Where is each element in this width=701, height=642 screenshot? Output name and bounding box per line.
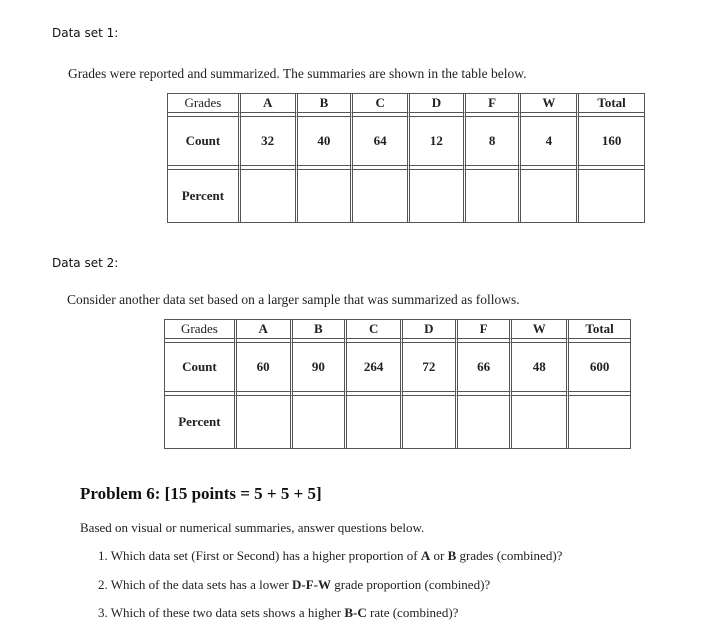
count-d: 72 [403, 343, 458, 392]
percent-row-label: Percent [165, 396, 237, 448]
grades-header: Grades [165, 320, 237, 339]
question-number: 1. [98, 548, 108, 563]
grade-w-header: W [512, 320, 569, 339]
question-3 [98, 605, 458, 621]
count-row-label: Count [168, 117, 241, 166]
question-2 [98, 577, 490, 593]
percent-f-cell[interactable] [458, 396, 513, 448]
percent-w-cell[interactable] [521, 170, 579, 222]
data-set-2-table [164, 319, 631, 449]
grade-f-header: F [466, 94, 522, 113]
percent-w-cell[interactable] [512, 396, 569, 448]
question-bold: B [447, 548, 457, 563]
count-total: 160 [579, 117, 644, 166]
problem-title: Problem 6: [15 points = 5 + 5 + 5] [80, 484, 322, 503]
percent-row-label: Percent [168, 170, 241, 222]
question-bold: B-C [344, 605, 367, 620]
count-row-label: Count [165, 343, 237, 392]
count-c: 264 [347, 343, 403, 392]
count-total: 600 [569, 343, 630, 392]
grade-c-header: C [347, 320, 403, 339]
count-w: 48 [512, 343, 569, 392]
count-f: 66 [458, 343, 513, 392]
percent-a-cell[interactable] [241, 170, 298, 222]
question-bold: A [420, 548, 431, 563]
question-bold: D-F-W [291, 577, 331, 592]
count-f: 8 [466, 117, 522, 166]
percent-total-cell[interactable] [579, 170, 644, 222]
question-text-post: grades (combined)? [456, 548, 563, 563]
count-c: 64 [353, 117, 410, 166]
grade-d-header: D [403, 320, 458, 339]
grade-a-header: A [237, 320, 293, 339]
data-set-2-label: Data set 2: [52, 256, 119, 270]
count-a: 32 [241, 117, 298, 166]
count-d: 12 [410, 117, 466, 166]
grade-w-header: W [521, 94, 579, 113]
percent-a-cell[interactable] [237, 396, 293, 448]
grades-header: Grades [168, 94, 241, 113]
question-1 [98, 548, 562, 564]
grade-a-header: A [241, 94, 298, 113]
data-set-1-label: Data set 1: [52, 26, 119, 40]
question-text-mid: or [430, 548, 448, 563]
count-b: 90 [293, 343, 348, 392]
percent-c-cell[interactable] [347, 396, 403, 448]
percent-d-cell[interactable] [410, 170, 466, 222]
problem-instructions: Based on visual or numerical summaries, answer questions below. [80, 520, 425, 535]
data-set-1-table [167, 93, 645, 223]
grade-b-header: B [293, 320, 348, 339]
data-set-1-intro: Grades were reported and summarized. The summaries are shown in the table below. [68, 66, 527, 81]
count-w: 4 [521, 117, 579, 166]
percent-b-cell[interactable] [298, 170, 354, 222]
question-text-pre: Which of these two data sets shows a higher [110, 605, 345, 620]
percent-total-cell[interactable] [569, 396, 630, 448]
grade-b-header: B [298, 94, 354, 113]
total-header: Total [569, 320, 630, 339]
question-text-post: grade proportion (combined)? [330, 577, 491, 592]
percent-b-cell[interactable] [293, 396, 348, 448]
percent-f-cell[interactable] [466, 170, 522, 222]
percent-d-cell[interactable] [403, 396, 458, 448]
percent-c-cell[interactable] [353, 170, 410, 222]
grade-d-header: D [410, 94, 466, 113]
count-b: 40 [298, 117, 354, 166]
question-text-post: rate (combined)? [366, 605, 459, 620]
question-text-pre: Which data set (First or Second) has a higher proportion of [110, 548, 421, 563]
grade-f-header: F [458, 320, 513, 339]
total-header: Total [579, 94, 644, 113]
data-set-2-intro: Consider another data set based on a larger sample that was summarized as follows. [67, 292, 520, 307]
count-a: 60 [237, 343, 293, 392]
grade-c-header: C [353, 94, 410, 113]
question-text-pre: Which of the data sets has a lower [110, 577, 292, 592]
question-number: 3. [98, 605, 108, 620]
question-number: 2. [98, 577, 108, 592]
